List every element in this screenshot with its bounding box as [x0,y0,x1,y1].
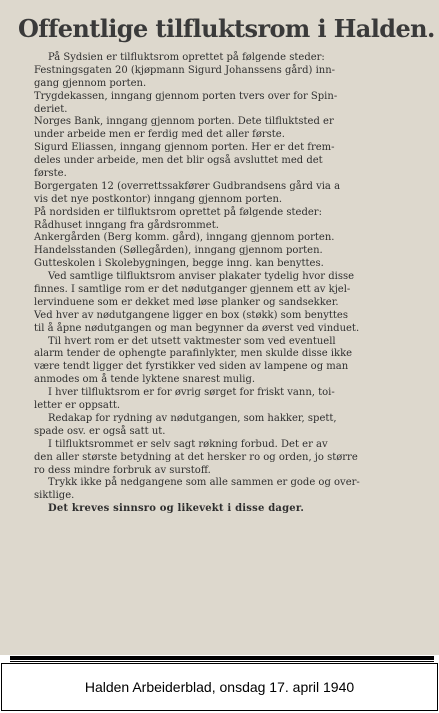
article-line: Ved hver av nødutgangene ligger en box (støkk) som benyttes [34,309,348,321]
article-line: være tendt ligger det fyrstikker ved siden av lampene og man [34,361,349,373]
article-line: gang gjennom porten. [34,77,147,89]
article-line: anmodes om å tende lyktene snarest mulig. [34,374,256,386]
article-line: den aller største betydning at det hersker ro og orden, jo større [34,451,358,463]
article-line: vis det nye postkontor) inngang gjennom porten. [34,193,283,205]
article-line: På Sydsien er tilfluktsrom oprettet på følgende steder: [48,52,325,63]
article-line: finnes. I samtlige rom er det nødutganger gjennem ett av kjel- [34,284,351,296]
article-line: siktlige. [34,490,75,502]
article-line: alarm tender de ophengte parafinlykter, men skulde disse ikke [34,348,353,360]
article-line: Til hvert rom er det utsett vaktmester som ved eventuell [48,335,336,347]
article-line: Trykk ikke på nedgangene som alle sammen er gode og over- [48,477,360,489]
divider-thick [10,656,434,660]
article-line: letter er oppsatt. [34,400,121,412]
article-line: Redakap for rydning av nødutgangen, som hakker, spett, [48,412,337,424]
article-line: ro dess mindre forbruk av surstoff. [34,464,211,476]
article-body [34,52,438,516]
article-line: Rådhuset inngang fra gårdsrommet. [34,219,219,231]
divider-thin [10,661,434,662]
article-line: Norges Bank, inngang gjennom porten. Dete tilfluktsted er [34,116,334,128]
article-line: Festningsgaten 20 (kjøpmann Sigurd Johanssens gård) inn- [34,64,336,76]
article-line: lervinduene som er dekket med løse planker og sandsekker. [34,296,339,308]
article-line: I tilfluktsrommet er selv sagt røkning forbud. Det er av [48,438,328,450]
article-line: under arbeide men er ferdig med det aller første. [34,129,285,141]
article-line: På nordsiden er tilfluktsrom oprettet på følgende steder: [34,206,322,218]
article-line: I hver tilfluktsrom er for øvrig sørget for friskt vann, toi- [48,387,335,399]
article-line: Gutteskolen i Skolebygningen, begge inng. kan benyttes. [34,258,324,270]
article-line: Ankergården (Berg komm. gård), inngang gjennom porten. [34,232,335,244]
article-line: Borgergaten 12 (overrettssakfører Gudbrandsens gård via a [34,180,341,192]
article-line: første. [34,168,67,180]
article-line: Sigurd Eliassen, inngang gjennom porten. Her er det frem- [34,142,335,154]
article-headline: Offentlige tilfluktsrom i Halden. [18,14,435,43]
caption-box [1,663,438,711]
article-line: spade osv. er også satt ut. [34,425,166,437]
article-line: deles under arbeide, men det blir også avsluttet med det [34,155,323,167]
article-line: Ved samtlige tilfluktsrom anviser plakater tydelig hvor disse [48,271,355,283]
caption-text: Halden Arbeiderblad, onsdag 17. april 1940 [84,679,355,695]
article-line: Handelsstanden (Søllegården), inngang gjennom porten. [34,245,323,257]
article-line: deriet. [34,103,68,115]
article-line: til å åpne nødutgangen og man begynner da øverst ved vinduet. [34,322,360,334]
article-line: Trygdekassen, inngang gjennom porten tvers over for Spin- [34,90,338,102]
article-line: Det kreves sinnsro og likevekt i disse dager. [48,503,305,515]
